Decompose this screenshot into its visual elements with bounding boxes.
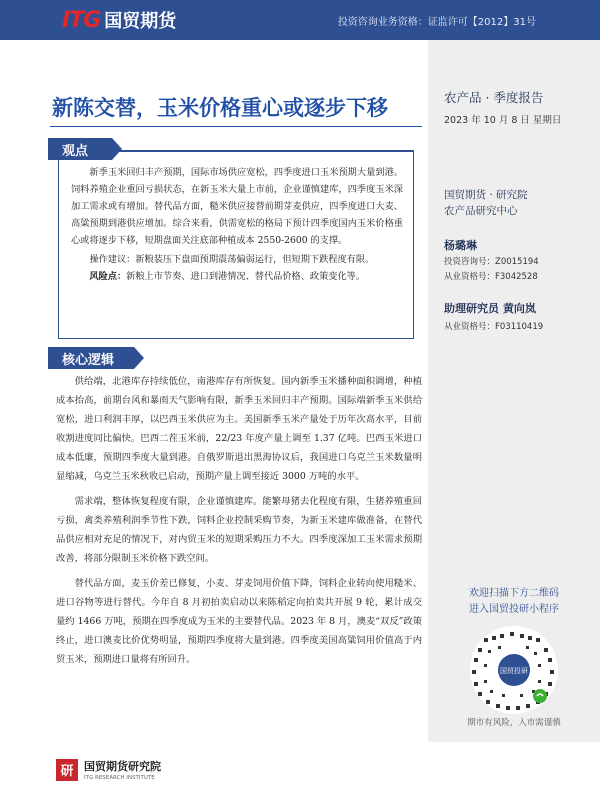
logo-cn-text: 国贸期货 (104, 11, 177, 32)
report-title: 新陈交替，玉米价格重心或逐步下移 (52, 96, 388, 120)
assistant-name: 助理研究员 黄向岚 (444, 302, 536, 315)
footer-name-en: ITG RESEARCH INSTITUTE (84, 775, 155, 781)
footer-brand (56, 758, 161, 781)
analyst-invest-no: 投资咨询号：Z0015194 (444, 257, 539, 267)
license-text: 投资咨询业务资格：证监许可【2012】31号 (337, 17, 536, 28)
substitute-paragraph: 替代品方面，麦玉价差已修复，小麦、芽麦饲用价值下降，饲料企业转向使用糙米、进口谷物等进行替代。今年自 8 月初拍卖启动以来陈稻定向拍卖共开展 9 轮，累计成交量约 1466 万吨，预期在四季度成为玉米的主要替代品。2023 年 8 月，澳麦“双反”政策终止，进口澳麦比价优势明显，预期四季度将大量到港。四季度美国高粱饲用价值高于内贸玉米，预期进口量将有所回升。 (56, 578, 422, 665)
section-heading-viewpoint: 观点 (48, 138, 112, 160)
footer-name-cn: 国贸期货研究院 (84, 760, 161, 773)
header-bar (0, 0, 600, 40)
right-sidebar (428, 40, 600, 742)
title-divider (50, 126, 422, 127)
institute-name: 国贸期货 · 研究院 (444, 189, 528, 201)
logo-itg-text: ITG (62, 7, 101, 33)
demand-paragraph: 需求端，整体恢复程度有限，企业谨慎建库。能繁母猪去化程度有限，生猪养殖重回亏损，禽类养殖利润季节性下跌，饲料企业控制采购节奏，为新玉米建库做准备，在替代品供应相对充足的情况下，对内贸玉米的短期采购压力不大。四季度深加工玉米需求预期改善，将部分限制玉米价格下跌空间。 (56, 496, 422, 564)
qr-caption-2: 进入国贸投研小程序 (469, 604, 559, 615)
core-logic-body (56, 372, 422, 675)
research-center: 农产品研究中心 (444, 205, 518, 217)
supply-paragraph: 供给端，北港库存持续低位，南港库存有所恢复。国内新季玉米播种面积调增，种植成本抬高，前期台风和暴雨天气影响有限，新季玉米回归丰产预期。国际端新季玉米供给宽松，进口利润丰厚，以巴西玉米供应为主。美国新季玉米产量处于历年次高水平，目前收割进度同比偏快。巴西二茬玉米前，22/23 年度产量上调至 1.37 亿吨。巴西玉米进口成本低廉，预期四季度大量到港。自俄罗斯退出黑海协议后，我国进口乌克兰玉米数量明显缩减，乌克兰玉米秋收已启动，预期产量上调至接近 3000 万吨的水平。 (56, 376, 422, 482)
report-date: 2023 年 10 月 8 日 星期日 (444, 115, 562, 126)
risk-label: 风险点： (89, 271, 127, 282)
risk-points (71, 268, 403, 285)
report-type: 农产品 · 季度报告 (444, 90, 544, 105)
assistant-qual-no: 从业资格号：F03110419 (444, 322, 544, 332)
risk-text: 新粮上市节奏、进口到港情况、替代品价格、政策变化等。 (126, 271, 366, 282)
research-logo-icon: 研 (56, 759, 78, 781)
risk-footnote: 期市有风险，入市需谨慎 (467, 718, 561, 728)
mini-program-qr-icon[interactable] (454, 624, 574, 716)
qr-caption-1: 欢迎扫描下方二维码 (469, 588, 559, 599)
viewpoint-box (58, 150, 414, 339)
company-logo (62, 6, 176, 34)
operation-advice: 操作建议：新粮装压下盘面预期震荡偏弱运行，但短期下跌程度有限。 (89, 254, 375, 265)
viewpoint-paragraph: 新季玉米回归丰产预期，国际市场供应宽松，四季度进口玉米预期大量到港。饲料养殖企业重回亏损状态，在新玉米大量上市前，企业谨慎建库，四季度玉米深加工需求或有增加。替代品方面，糙米供应接替前期芽麦供应，四季度进口大麦、高粱预期到港供应增加。综合来看，供需宽松的格局下预计四季度国内玉米价格重心或将逐步下移，短期盘面关注底部种植成本 2550-2600 的支撑。 (71, 167, 403, 246)
section-heading-core-logic: 核心逻辑 (48, 347, 134, 369)
analyst-qual-no: 从业资格号：F3042528 (444, 272, 538, 282)
analyst-name: 杨璐琳 (444, 239, 477, 252)
qr-center-label: 国贸投研 (500, 667, 528, 675)
